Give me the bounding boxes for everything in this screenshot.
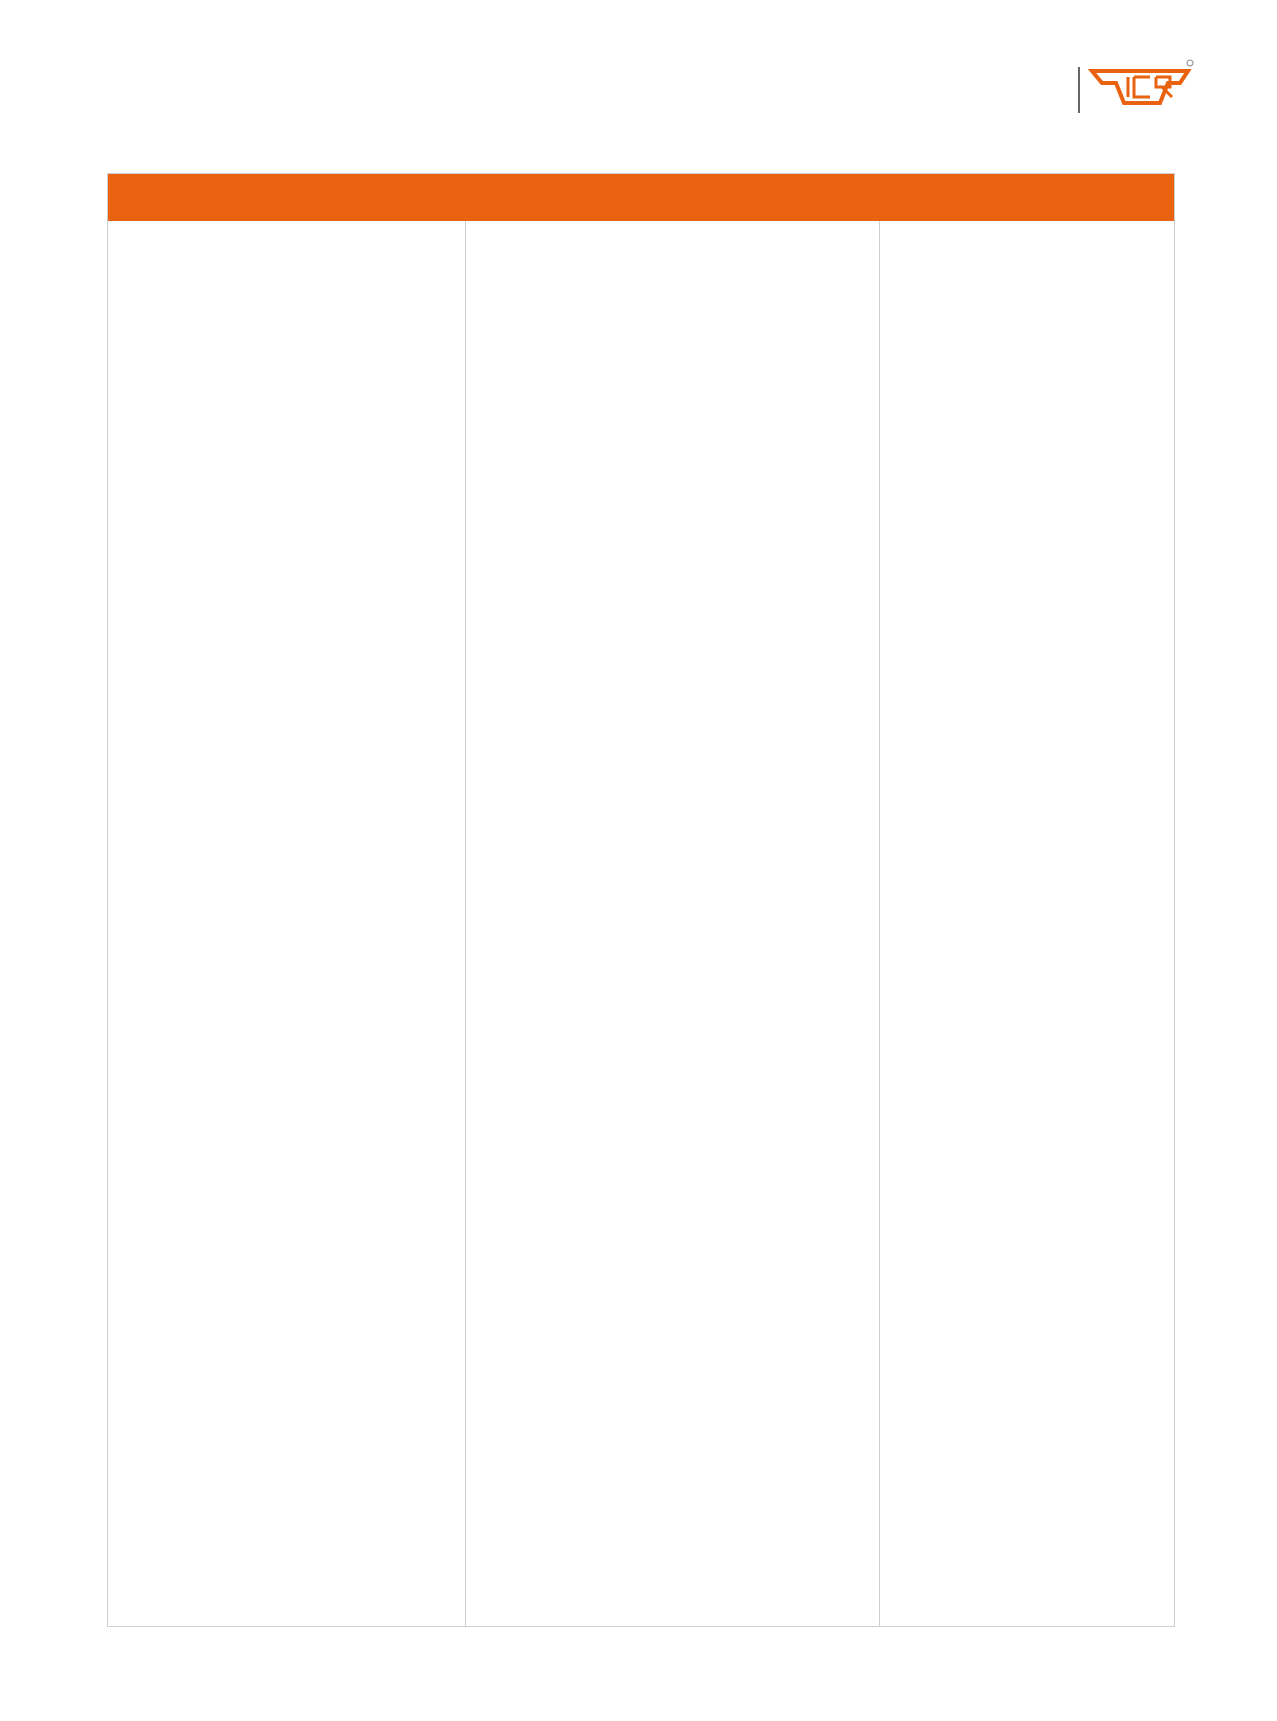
catalog-title [108, 174, 1174, 221]
column-divider [879, 221, 880, 1627]
brand-logo-icon [1088, 57, 1198, 117]
header-divider [1078, 67, 1080, 113]
catalog-table [107, 173, 1175, 1627]
column-divider [465, 221, 466, 1627]
page-header [680, 55, 1200, 125]
